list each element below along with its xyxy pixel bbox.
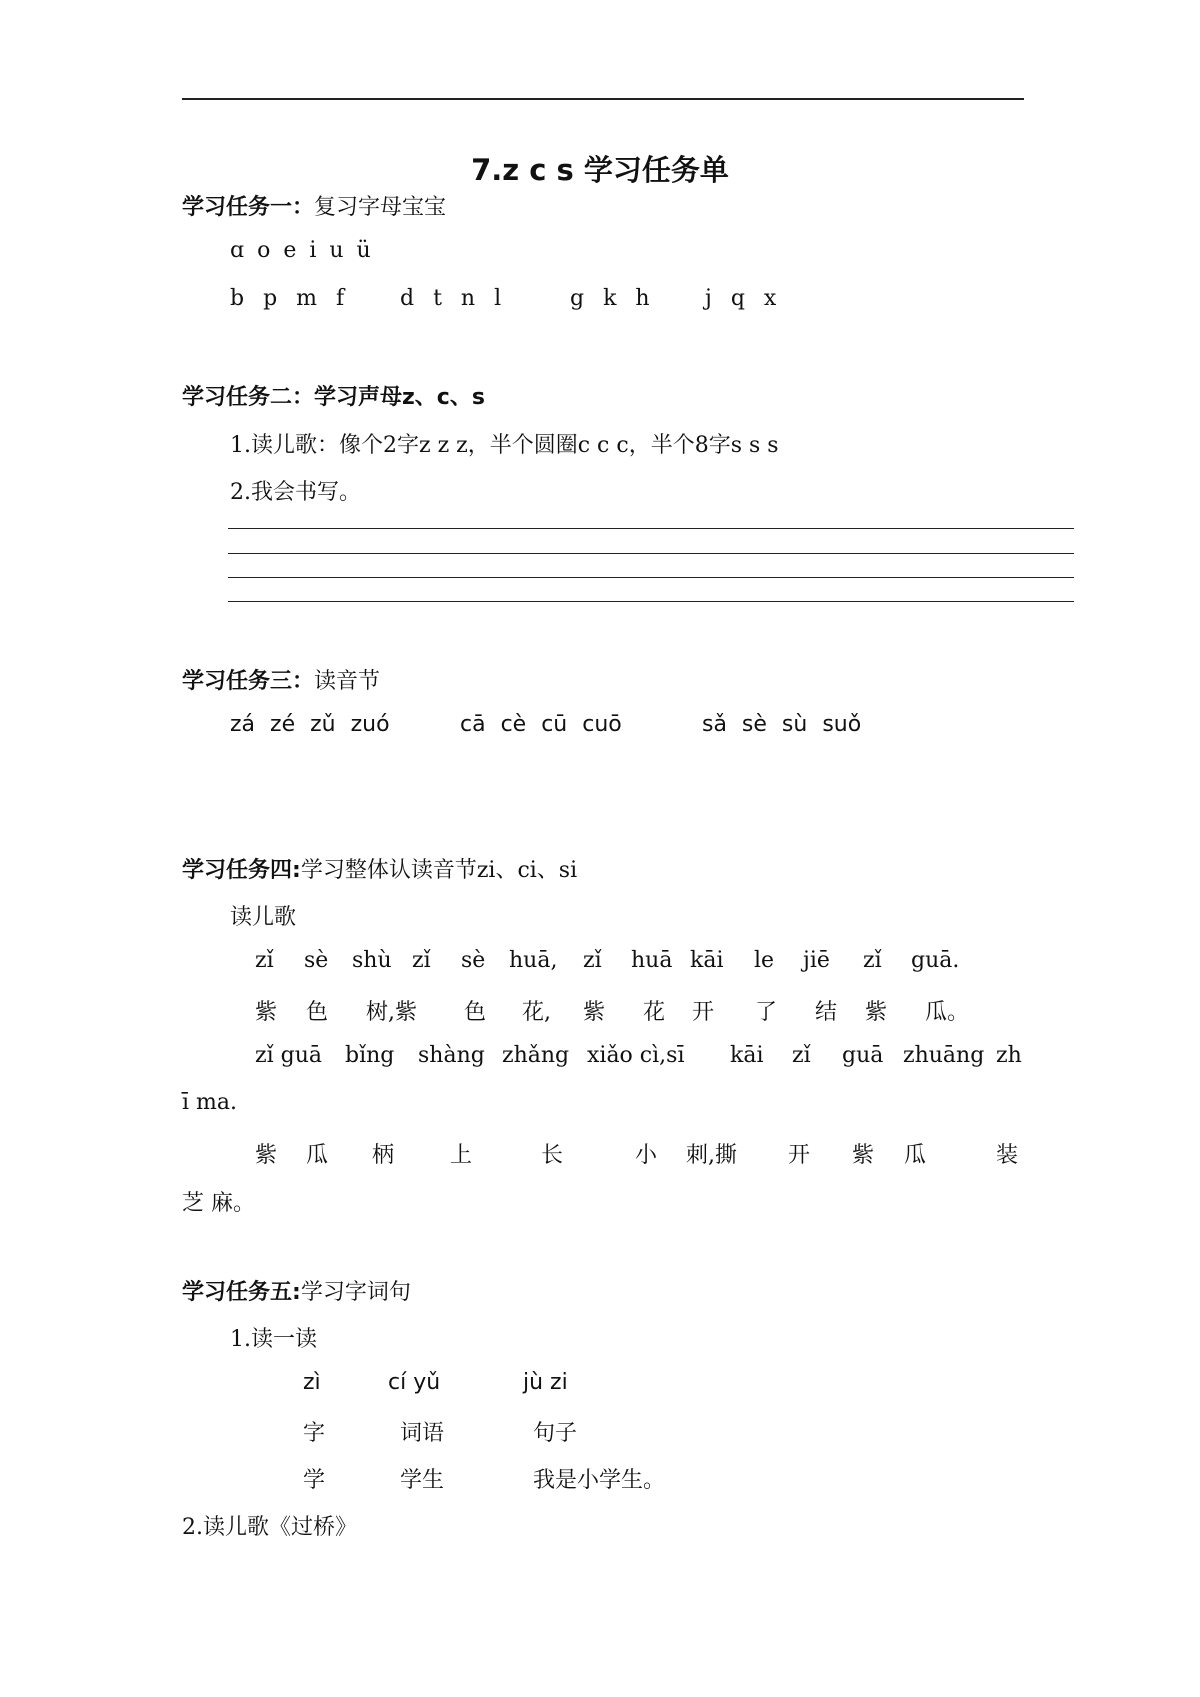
consonant-group: j q x bbox=[705, 286, 777, 311]
task3-title: 读音节 bbox=[314, 669, 381, 694]
task1-title: 复习字母宝宝 bbox=[314, 195, 447, 220]
rhyme-subtitle: 读儿歌 bbox=[230, 905, 297, 930]
hanzi-word: 紫 bbox=[255, 1000, 278, 1025]
pinyin-word: jù zi bbox=[523, 1370, 568, 1395]
vowel-row: ɑ o e i u ü bbox=[230, 238, 371, 263]
pinyin-word: jiē bbox=[803, 948, 830, 973]
syllable-group: zá zé zǔ zuó bbox=[230, 712, 390, 737]
hanzi-word: 结 bbox=[815, 1000, 838, 1025]
hanzi-word: 柄 bbox=[372, 1143, 395, 1168]
task1-heading bbox=[182, 190, 446, 221]
hanzi-word: 瓜。 bbox=[925, 1000, 970, 1025]
writing-line bbox=[228, 553, 1074, 554]
pinyin-word: zǐ bbox=[863, 948, 882, 973]
rhyme-pinyin-line1 bbox=[0, 948, 1200, 978]
rhyme-hanzi-line2 bbox=[0, 1138, 1200, 1168]
rhyme-hanzi-line2-wrap: 芝 麻。 bbox=[182, 1191, 255, 1216]
hanzi-word: 开 bbox=[692, 1000, 715, 1025]
pinyin-word: shù bbox=[352, 948, 392, 973]
hanzi-word: 色 bbox=[464, 1000, 487, 1025]
hanzi-word: 瓜 bbox=[904, 1143, 927, 1168]
task5-title: 学习字词句 bbox=[300, 1280, 411, 1305]
hanzi-word: 装 bbox=[996, 1143, 1019, 1168]
task5-label: 学习任务五: bbox=[182, 1280, 301, 1305]
task4-heading bbox=[182, 853, 577, 884]
hanzi-word: 花 bbox=[643, 1000, 666, 1025]
hanzi-word: 句子 bbox=[533, 1421, 578, 1446]
page-title: 7.z c s 学习任务单 bbox=[471, 153, 729, 187]
consonant-group: g k h bbox=[570, 286, 650, 311]
hanzi-word: 紫 bbox=[583, 1000, 606, 1025]
pinyin-word: zh bbox=[996, 1043, 1022, 1068]
hanzi-word: 紫 bbox=[865, 1000, 888, 1025]
hanzi-word: 小 bbox=[635, 1143, 658, 1168]
hanzi-word: 树,紫 bbox=[366, 1000, 417, 1025]
hanzi-word: 了 bbox=[755, 1000, 778, 1025]
pinyin-word: guā. bbox=[911, 948, 960, 973]
pinyin-word: zì bbox=[303, 1370, 321, 1395]
task2-line1: 1.读儿歌：像个2字z z z，半个圆圈c c c，半个8字s s s bbox=[230, 433, 779, 458]
pinyin-word: sè bbox=[461, 948, 486, 973]
syllable-group: sǎ sè sù suǒ bbox=[702, 712, 862, 737]
pinyin-word: kāi bbox=[730, 1043, 764, 1068]
hanzi-word: 上 bbox=[450, 1143, 473, 1168]
pinyin-word: shàng bbox=[418, 1043, 485, 1068]
pinyin-word: zǐ bbox=[412, 948, 431, 973]
consonant-group: d t n l bbox=[400, 286, 502, 311]
hanzi-word: 词语 bbox=[400, 1421, 445, 1446]
task1-label: 学习任务一： bbox=[182, 195, 315, 220]
syllable-group: cā cè cū cuō bbox=[460, 712, 622, 737]
writing-line bbox=[228, 601, 1074, 602]
pinyin-word: zhǎng bbox=[502, 1043, 570, 1068]
writing-line bbox=[228, 577, 1074, 578]
rhyme-hanzi-line1 bbox=[0, 995, 1200, 1025]
pinyin-word: guā bbox=[842, 1043, 884, 1068]
task4-label: 学习任务四: bbox=[182, 858, 301, 883]
hanzi-word: 开 bbox=[788, 1143, 811, 1168]
pinyin-word: zǐ bbox=[255, 948, 274, 973]
pinyin-word: zhuāng bbox=[903, 1043, 985, 1068]
pinyin-word: bǐng bbox=[345, 1043, 395, 1068]
task2-heading: 学习任务二：学习声母z、c、s bbox=[182, 385, 485, 410]
hanzi-word: 字 bbox=[303, 1421, 326, 1446]
hanzi-word: 色 bbox=[306, 1000, 329, 1025]
hanzi-word: 紫 bbox=[255, 1143, 278, 1168]
pinyin-word: cí yǔ bbox=[388, 1370, 441, 1395]
pinyin-word: zǐ guā bbox=[255, 1043, 322, 1068]
word-pinyin-row bbox=[0, 1370, 1200, 1400]
rhyme-pinyin-line2-wrap: ī ma. bbox=[182, 1090, 237, 1115]
consonant-row bbox=[230, 286, 930, 316]
pinyin-word: xiǎo cì,sī bbox=[587, 1043, 685, 1068]
hanzi-word: 长 bbox=[541, 1143, 564, 1168]
pinyin-word: huā bbox=[631, 948, 673, 973]
pinyin-word: zǐ bbox=[792, 1043, 811, 1068]
header-rule bbox=[182, 98, 1024, 100]
hanzi-word: 我是小学生。 bbox=[533, 1468, 666, 1493]
pinyin-word: kāi bbox=[690, 948, 724, 973]
consonant-group: b p m f bbox=[230, 286, 345, 311]
task5-heading bbox=[182, 1275, 411, 1306]
task3-label: 学习任务三： bbox=[182, 669, 315, 694]
hanzi-word: 花, bbox=[522, 1000, 551, 1025]
hanzi-word: 学 bbox=[303, 1468, 326, 1493]
word-row-2 bbox=[0, 1463, 1200, 1493]
task2-line2: 2.我会书写。 bbox=[230, 480, 361, 505]
hanzi-word: 紫 bbox=[852, 1143, 875, 1168]
syllable-row bbox=[230, 712, 1030, 742]
pinyin-word: sè bbox=[304, 948, 329, 973]
rhyme-pinyin-line2 bbox=[0, 1043, 1200, 1073]
task4-title: 学习整体认读音节zi、ci、si bbox=[300, 858, 578, 883]
hanzi-word: 瓜 bbox=[306, 1143, 329, 1168]
task5-line2: 2.读儿歌《过桥》 bbox=[182, 1515, 357, 1540]
pinyin-word: le bbox=[754, 948, 775, 973]
pinyin-word: huā, bbox=[509, 948, 558, 973]
pinyin-word: zǐ bbox=[583, 948, 602, 973]
word-row-1 bbox=[0, 1416, 1200, 1446]
hanzi-word: 刺,撕 bbox=[686, 1143, 737, 1168]
hanzi-word: 学生 bbox=[400, 1468, 445, 1493]
task3-heading bbox=[182, 664, 380, 695]
task5-line1: 1.读一读 bbox=[230, 1327, 317, 1352]
writing-line bbox=[228, 528, 1074, 529]
